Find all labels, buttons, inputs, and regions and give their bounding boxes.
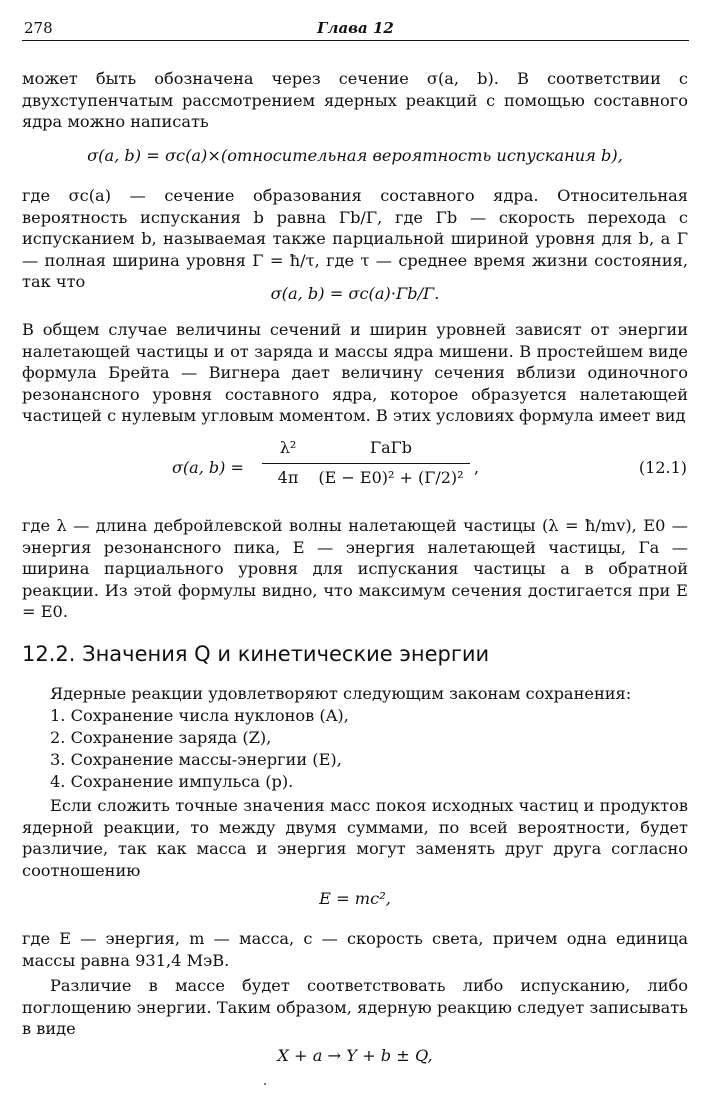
list-item: 2. Сохранение заряда (Z), [50, 728, 272, 747]
conservation-laws-list [50, 705, 680, 793]
fraction-bar [312, 463, 470, 464]
equation-reaction: X + a → Y + b ± Q, [277, 1046, 433, 1065]
list-item: 1. Сохранение числа нуклонов (A), [50, 706, 349, 725]
paragraph-4: где λ — длина дебройлевской волны налетающей частицы (λ = ħ/mv), E0 — энергия резонансного пика, E — энергия налетающей частицы, Γa — ширина парциального уровня для испускания частицы a в обратной реакции. Из этой формулы видно, что максимум сечения достигается при E = E0. [22, 516, 688, 621]
fraction-denominator: 4π [277, 468, 299, 487]
fraction-numerator: λ² [279, 438, 297, 457]
paragraph-2: где σc(a) — сечение образования составного ядра. Относительная вероятность испускания b равна Γb/Γ, где Γb — скорость перехода с испусканием b, называемая также парциальной шириной уровня для b, а Γ — полная ширина уровня Γ = ħ/τ, где τ — среднее время жизни состояния, так что [22, 186, 688, 291]
fraction-denominator: (E − E0)² + (Γ/2)² [318, 468, 464, 487]
equation-mass-energy: E = mc², [319, 889, 391, 908]
fraction-bar [262, 463, 314, 464]
fraction-numerator: ΓaΓb [370, 438, 412, 457]
equation-comma: , [474, 458, 480, 477]
paragraph-5: Ядерные реакции удовлетворяют следующим законам сохранения: [50, 684, 632, 703]
paragraph-1: может быть обозначена через сечение σ(a, b). В соответствии с двухступенчатым рассмотрением ядерных реакций с помощью составного ядра можно написать [22, 69, 688, 131]
print-speck [264, 1083, 266, 1085]
list-item: 4. Сохранение импульса (p). [50, 772, 294, 791]
chapter-title: Глава 12 [317, 19, 394, 37]
equation-lhs: σ(a, b) = [172, 458, 244, 477]
paragraph-7: где E — энергия, m — масса, c — скорость света, причем одна единица массы равна 931,4 МэВ. [22, 929, 688, 970]
equation-number: (12.1) [638, 458, 687, 477]
paragraph-3: В общем случае величины сечений и ширин уровней зависят от энергии налетающей частицы и от заряда и массы ядра мишени. В простейшем виде формула Брейта — Вигнера дает величину сечения вблизи одиночного резонансного уровня составного ядра, которое образуется налетающей частицей с нулевым угловым моментом. В этих условиях формула имеет вид [22, 320, 688, 425]
page-number: 278 [24, 19, 53, 37]
equation-1: σ(a, b) = σc(a)×(относительная вероятность испускания b), [87, 146, 623, 165]
list-item: 3. Сохранение массы-энергии (E), [50, 750, 342, 769]
paragraph-6: Если сложить точные значения масс покоя исходных частиц и продуктов ядерной реакции, то между двумя суммами, по всей вероятности, будет различие, так как масса и энергия могут заменять друг друга согласно соотношению [22, 796, 688, 880]
equation-2: σ(a, b) = σc(a)·Γb/Γ. [270, 284, 440, 303]
page-header [22, 16, 689, 41]
section-heading: 12.2. Значения Q и кинетические энергии [22, 642, 490, 666]
paragraph-8: Различие в массе будет соответствовать либо испусканию, либо поглощению энергии. Таким образом, ядерную реакцию следует записывать в виде [22, 976, 688, 1038]
